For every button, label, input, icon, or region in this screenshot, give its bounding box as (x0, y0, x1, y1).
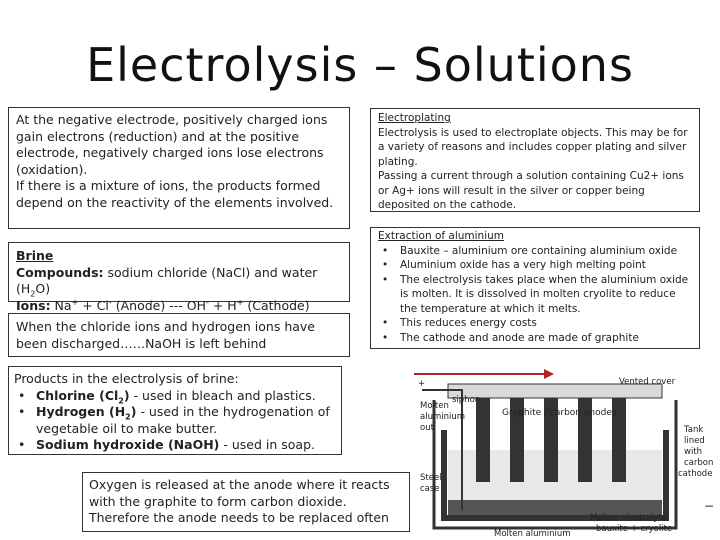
electroplating-paragraph-2: Passing a current through a solution containing Cu2+ ions or Ag+ ions will result in the silver or copper being deposited on the cathode. (378, 170, 684, 211)
intro-paragraph-1: At the negative electrode, positively charged ions gain electrons (reduction) and at the positive electrode, negatively charged ions lose electrons (oxidation). (16, 112, 328, 177)
product-subscript: 2 (118, 396, 124, 405)
intro-box (8, 107, 350, 229)
product-item (14, 437, 336, 454)
electroplating-paragraph-1: Electrolysis is used to electroplate objects. This may be for a variety of reasons and includes copper plating and silver plating. (378, 126, 688, 168)
tank-label: cathode (678, 469, 713, 479)
molten-aluminium-out-label: out (420, 423, 434, 433)
product-desc: - used in bleach and plastics. (129, 387, 316, 403)
ions-cathode: (Cathode) (243, 297, 310, 313)
anodes-label: Graphite / carbon anodes (502, 408, 617, 418)
aluminium-list (378, 244, 692, 346)
product-item (14, 388, 336, 405)
ions-charge: - (108, 297, 112, 307)
molten-aluminium-out-label: aluminium (420, 412, 466, 422)
brine-box (8, 242, 350, 313)
tank-label: lined (684, 436, 705, 446)
current-arrow-head (544, 369, 554, 379)
ions-charge: + (71, 297, 79, 307)
aluminium-item: • Aluminium oxide has a very high melting point (378, 258, 692, 273)
aluminium-item: • This reduces energy costs (378, 316, 692, 331)
ions-label: Ions: (16, 297, 51, 313)
ions-charge: - (205, 297, 209, 307)
product-item (14, 404, 336, 437)
aluminium-box (370, 227, 700, 349)
brine-heading: Brine (16, 248, 54, 263)
plus-sign: + (418, 379, 426, 389)
aluminium-heading: Extraction of aluminium (378, 230, 505, 242)
brine-compounds (16, 265, 342, 298)
compounds-text-end: O) (35, 281, 51, 296)
products-box (8, 366, 342, 455)
tank-label: carbon (684, 458, 714, 468)
product-name: Hydrogen (H (36, 404, 126, 419)
product-name-close: ) (123, 387, 130, 403)
steel-case-label: case (420, 484, 440, 494)
electroplating-box (370, 108, 700, 212)
ions-oh: (Anode) --- OH (111, 297, 206, 313)
product-subscript: 2 (125, 412, 131, 422)
tank-label: Tank (684, 425, 704, 435)
anode-block (476, 398, 490, 482)
product-name: Chlorine (Cl (36, 387, 119, 403)
brine-ions (16, 298, 342, 315)
electrolysis-cell-diagram (414, 360, 720, 540)
products-intro: Products in the electrolysis of brine: (14, 371, 239, 386)
aluminium-item: • Bauxite – aluminium ore containing aluminium oxide (378, 244, 692, 259)
aluminium-item: • The electrolysis takes place when the aluminium oxide is molten. It is dissolved in molten cryolite to reduce the temperature at which it melts. (378, 273, 692, 317)
product-name: Sodium hydroxide (NaOH) (36, 437, 220, 452)
product-name-close: ) (130, 404, 137, 419)
ions-cl: + Cl (78, 297, 109, 313)
molten-aluminium-label: Molten aluminium (494, 529, 571, 539)
oxygen-box (82, 472, 410, 532)
molten-aluminium-out-label: Molten (420, 401, 449, 411)
aluminium-item: • The cathode and anode are made of graphite (378, 331, 692, 346)
ions-na: Na (50, 297, 72, 313)
steel-case-label: Steel (420, 473, 442, 483)
discharge-box (8, 313, 350, 357)
vented-cover-label: Vented cover (619, 377, 676, 387)
ions-charge: + (236, 297, 244, 307)
ions-h: + H (208, 297, 237, 313)
page-title: Electrolysis – Solutions (86, 38, 634, 92)
products-list (14, 388, 336, 454)
oxygen-text: Oxygen is released at the anode where it reacts with the graphite to form carbon dioxide. Therefore the anode needs to be replaced often (89, 477, 390, 525)
tank-label: with (684, 447, 703, 457)
compounds-text: sodium chloride (NaCl) and water (H (16, 264, 318, 296)
compounds-label: Compounds: (16, 264, 104, 280)
electrolyte-label: bauxite + cryolite (596, 524, 673, 534)
minus-sign: − (704, 499, 715, 513)
compounds-subscript: 2 (30, 289, 36, 299)
discharge-text: When the chloride ions and hydrogen ions have been discharged……NaOH is left behind (16, 319, 315, 351)
electroplating-heading: Electroplating (378, 112, 451, 124)
intro-paragraph-2: If there is a mixture of ions, the products formed depend on the reactivity of the elements involved. (16, 178, 334, 210)
siphon-label: siphon (452, 395, 481, 405)
product-desc: - used in soap. (219, 437, 315, 452)
product-desc: - used in the hydrogenation of vegetable oil to make butter. (36, 404, 330, 436)
electrolyte-label: Molten electrolyte (590, 513, 667, 523)
